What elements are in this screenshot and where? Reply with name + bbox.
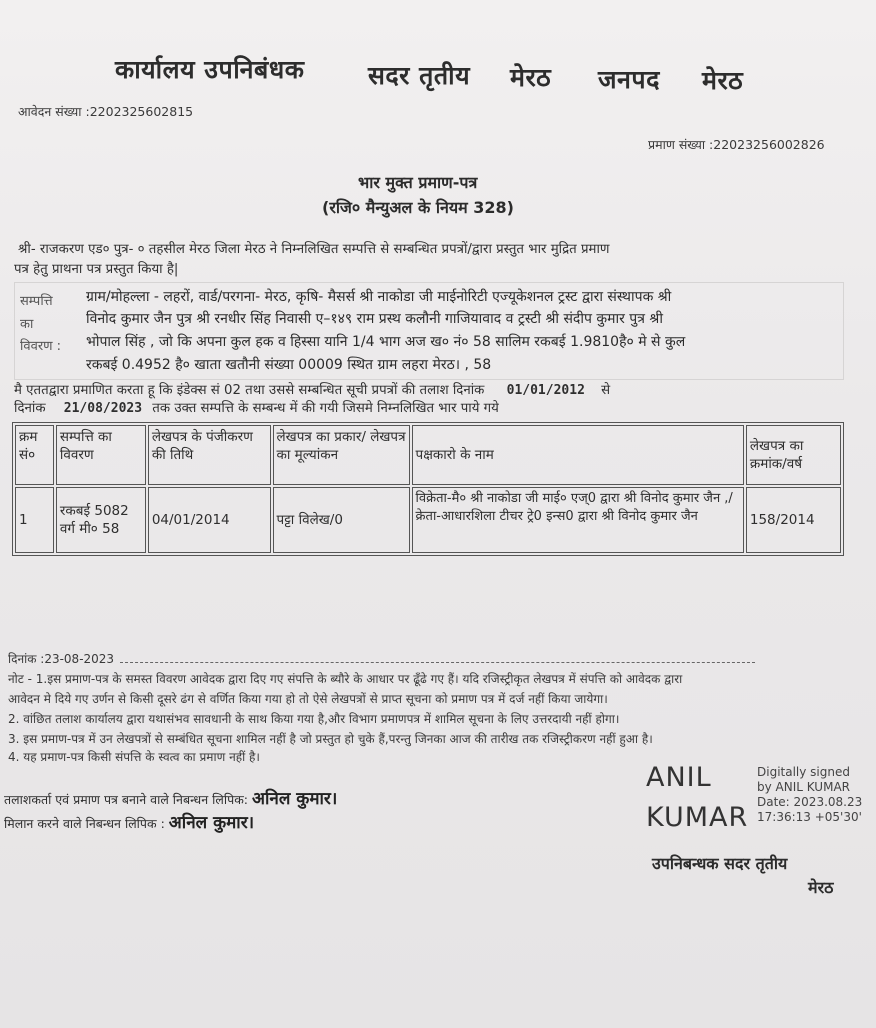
search-line-1 bbox=[14, 380, 610, 398]
certificate-number: प्रमाण संख्या :22023256002826 bbox=[648, 137, 825, 152]
sig-line-3: Date: 2023.08.23 bbox=[757, 795, 863, 809]
district-heading: मेरठ bbox=[702, 66, 744, 95]
note-3: 3. इस प्रमाण-पत्र में उन लेखपत्रों से सम्बंधित सूचना शामिल नहीं है जो प्रस्तुत हो चुके हैं,परन्तु जिनका आज की तारीख तक रजिस्ट्रीकरण नहीं हुआ है। bbox=[8, 732, 653, 746]
search-date-from: 01/01/2012 bbox=[506, 383, 585, 398]
table-header-row bbox=[15, 425, 841, 485]
cell-property: रकबई 5082 वर्ग मी० 58 bbox=[56, 487, 146, 553]
certificate-subtitle: (रजि० मैन्युअल के नियम 328) bbox=[322, 198, 514, 217]
col-header-parties: पक्षकारो के नाम bbox=[412, 425, 744, 485]
checker-clerk-name: अनिल कुमार। bbox=[168, 813, 255, 833]
sig-line-2: by ANIL KUMAR bbox=[757, 780, 850, 794]
maker-clerk-name: अनिल कुमार। bbox=[252, 789, 338, 809]
application-number: आवेदन संख्या :2202325602815 bbox=[18, 104, 194, 119]
maker-clerk-label: तलाशकर्ता एवं प्रमाण पत्र बनाने वाले निबन्धन लिपिक: bbox=[4, 792, 249, 807]
property-label-2: का bbox=[20, 317, 34, 332]
note-2: 2. वांछित तलाश कार्यालय द्वारा यथासंभव सावधानी के साथ किया गया है,और विभाग प्रमाणपत्र में शामिल सूचना के लिए उत्तरदायी नहीं होगा। bbox=[8, 712, 620, 726]
property-line-1: ग्राम/मोहल्ला - लहरों, वार्ड/परगना- मेरठ, कृषि- मैसर्स श्री नाकोडा जी माईनोरिटी एज्यूकेशनल ट्रस्ट द्वारा संस्थापक श्री bbox=[86, 289, 672, 305]
encumbrance-table bbox=[12, 422, 844, 556]
office-heading: कार्यालय उपनिबंधक bbox=[115, 55, 305, 84]
sig-line-4: 17:36:13 +05'30' bbox=[757, 810, 862, 824]
col-header-type: लेखपत्र का प्रकार/ लेखपत्र का मूल्यांकन bbox=[273, 425, 410, 485]
registrar-designation: उपनिबन्धक सदर तृतीय bbox=[652, 854, 788, 873]
note-1b: आवेदन मे दिये गए उर्णन से किसी दूसरे ढंग से वर्णित किया गया हो तो ऐसे लेखपत्रों से प्राप्त सूचना को प्रमाण पत्र में दर्ज नहीं किया जायेगा। bbox=[8, 692, 608, 706]
table-row bbox=[15, 487, 841, 553]
sig-line-1: Digitally signed bbox=[757, 765, 850, 779]
certificate-title: भार मुक्त प्रमाण-पत्र bbox=[358, 173, 478, 192]
divider-line bbox=[120, 662, 755, 663]
city-heading: मेरठ bbox=[510, 63, 552, 92]
property-label-3: विवरण : bbox=[20, 339, 62, 354]
col-header-sno: क्रम सं० bbox=[15, 425, 54, 485]
cell-date: 04/01/2014 bbox=[148, 487, 271, 553]
note-4: 4. यह प्रमाण-पत्र किसी संपत्ति के स्वत्व का प्रमाण नहीं है। bbox=[8, 750, 260, 764]
property-label-1: सम्पत्ति bbox=[20, 294, 53, 309]
search-text-d: तक उक्त सम्पत्ति के सम्बन्ध में की गयी जिसमे निम्नलिखित भार पाये गये bbox=[152, 401, 499, 416]
property-line-2: विनोद कुमार जैन पुत्र श्री रनधीर सिंह निवासी ए–१४९ राम प्रस्थ कलौनी गाजियावाद व ट्रस्टी श्री संदीप कुमार पुत्र श्री bbox=[86, 311, 663, 327]
property-line-4: रकबई 0.4952 है० खाता खतौनी संख्या 00009 स्थित ग्राम लहरा मेरठ। , 58 bbox=[86, 357, 492, 373]
col-header-date: लेखपत्र के पंजीकरण की तिथि bbox=[148, 425, 271, 485]
search-line-2 bbox=[14, 398, 499, 416]
intro-line-1: श्री- राजकरण एड० पुत्र- ० तहसील मेरठ जिला मेरठ ने निम्नलिखित सम्पत्ति से सम्बन्धित प्रपत्रों/द्वारा प्रस्तुत भार मुद्रित प्रमाण bbox=[18, 242, 610, 257]
col-header-property: सम्पत्ति का विवरण bbox=[56, 425, 146, 485]
search-text-c: दिनांक bbox=[14, 401, 46, 416]
janpad-heading: जनपद bbox=[598, 65, 660, 94]
registrar-place: मेरठ bbox=[808, 878, 834, 897]
signature-name-last: KUMAR bbox=[646, 802, 749, 833]
cell-parties: विक्रेता-मै० श्री नाकोडा जी माई० एज्0 द्वारा श्री विनोद कुमार जैन ,/क्रेता-आधारशिला टीचर ट्रे0 इन्स0 द्वारा श्री विनोद कुमार जैन bbox=[412, 487, 744, 553]
issue-date: दिनांक :23-08-2023 bbox=[8, 652, 115, 666]
property-line-3: भोपाल सिंह , जो कि अपना कुल हक व हिस्सा यानि 1/4 भाग अज ख० नं० 58 सालिम रकबई 1.9810है० मे से कुल bbox=[86, 334, 686, 350]
col-header-number: लेखपत्र का क्रमांक/वर्ष bbox=[746, 425, 841, 485]
checker-clerk-label: मिलान करने वाले निबन्धन लिपिक : bbox=[4, 816, 165, 831]
cell-number: 158/2014 bbox=[746, 487, 841, 553]
signature-name-first: ANIL bbox=[646, 762, 712, 793]
cell-type: पट्टा विलेख/0 bbox=[273, 487, 410, 553]
search-date-to: 21/08/2023 bbox=[63, 401, 143, 416]
search-text-b: से bbox=[601, 383, 611, 398]
checker-clerk-line bbox=[4, 810, 254, 833]
sadar-heading: सदर तृतीय bbox=[368, 61, 471, 90]
digital-signature-block bbox=[757, 765, 862, 825]
note-1a: नोट - 1.इस प्रमाण-पत्र के समस्त विवरण आवेदक द्वारा दिए गए संपत्ति के ब्यौरे के आधार पर ढूँढे गए हैं। यदि रजिस्ट्रीकृत लेखपत्र में संपत्ति को आवेदक द्वारा bbox=[8, 672, 683, 686]
intro-line-2: पत्र हेतु प्राथना पत्र प्रस्तुत किया है| bbox=[14, 262, 179, 277]
cell-sno: 1 bbox=[15, 487, 54, 553]
search-text-a: मै एततद्वारा प्रमाणित करता हू कि इंडेक्स सं 02 तथा उससे सम्बन्धित सूची प्रपत्रों की तलाश दिनांक bbox=[14, 383, 485, 398]
maker-clerk-line bbox=[4, 786, 337, 809]
